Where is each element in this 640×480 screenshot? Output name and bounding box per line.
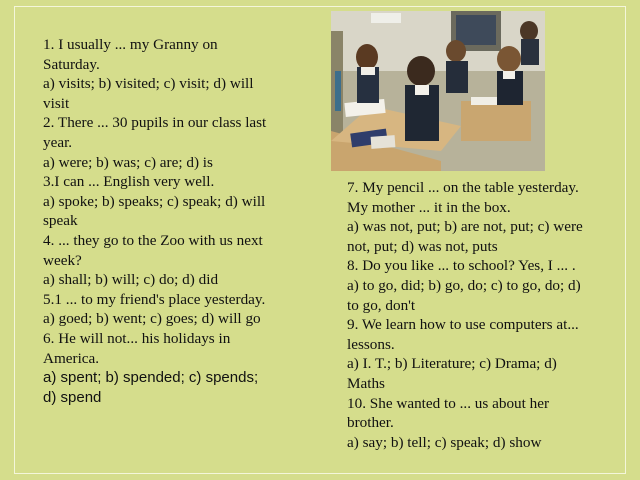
classroom-photo-illustration [331,11,545,171]
answer-line: a) were; b) was; c) are; d) is [43,153,213,171]
answer-line: a) visits; b) visited; c) visit; d) will [43,75,254,93]
answer-line: visit [43,94,70,112]
answer-line: a) to go, did; b) go, do; c) to go, do; d) [347,276,581,294]
question-line: 4. ... they go to the Zoo with us next [43,231,263,249]
question-line: week? [43,251,82,269]
question-line: 1. I usually ... my Granny on [43,36,218,53]
question-line: 6. He will not... his holidays in [43,329,231,347]
question-line: America. [43,349,100,367]
question-line: My mother ... it in the box. [347,198,511,216]
question-line: 9. We learn how to use computers at... [347,316,579,334]
answer-line: a) shall; b) will; c) do; d) did [43,271,219,289]
classroom-photo [331,11,545,171]
question-line: lessons. [347,335,395,353]
answer-line: not, put; d) was not, puts [347,237,498,255]
question-line: 8. Do you like ... to school? Yes, I ... . [347,257,576,275]
answer-line: to go, don't [347,296,416,314]
answer-line: a) I. T.; b) Literature; c) Drama; d) [347,355,557,373]
answer-line: a) spoke; b) speaks; c) speak; d) will [43,192,266,210]
question-line: 5.1 ... to my friend's place yesterday. [43,290,266,308]
question-line: Saturday. [43,55,100,73]
answer-line: a) was not, put; b) are not, put; c) were [347,218,583,236]
question-line: brother. [347,414,394,432]
left-questions [43,35,328,407]
answer-line: d) spend [43,388,102,406]
answer-line: a) spent; b) spended; c) spends; [43,369,259,387]
question-line: 7. My pencil ... on the table yesterday. [347,179,579,196]
question-line: 3.I can ... English very well. [43,173,215,191]
question-line: 10. She wanted to ... us about her [347,394,550,412]
question-line: year. [43,133,73,151]
question-line: 2. There ... 30 pupils in our class last [43,114,267,132]
answer-line: a) goed; b) went; c) goes; d) will go [43,310,261,328]
answer-line: a) say; b) tell; c) speak; d) show [347,433,542,451]
answer-line: Maths [347,374,385,392]
right-questions [347,178,632,452]
answer-line: speak [43,212,78,230]
